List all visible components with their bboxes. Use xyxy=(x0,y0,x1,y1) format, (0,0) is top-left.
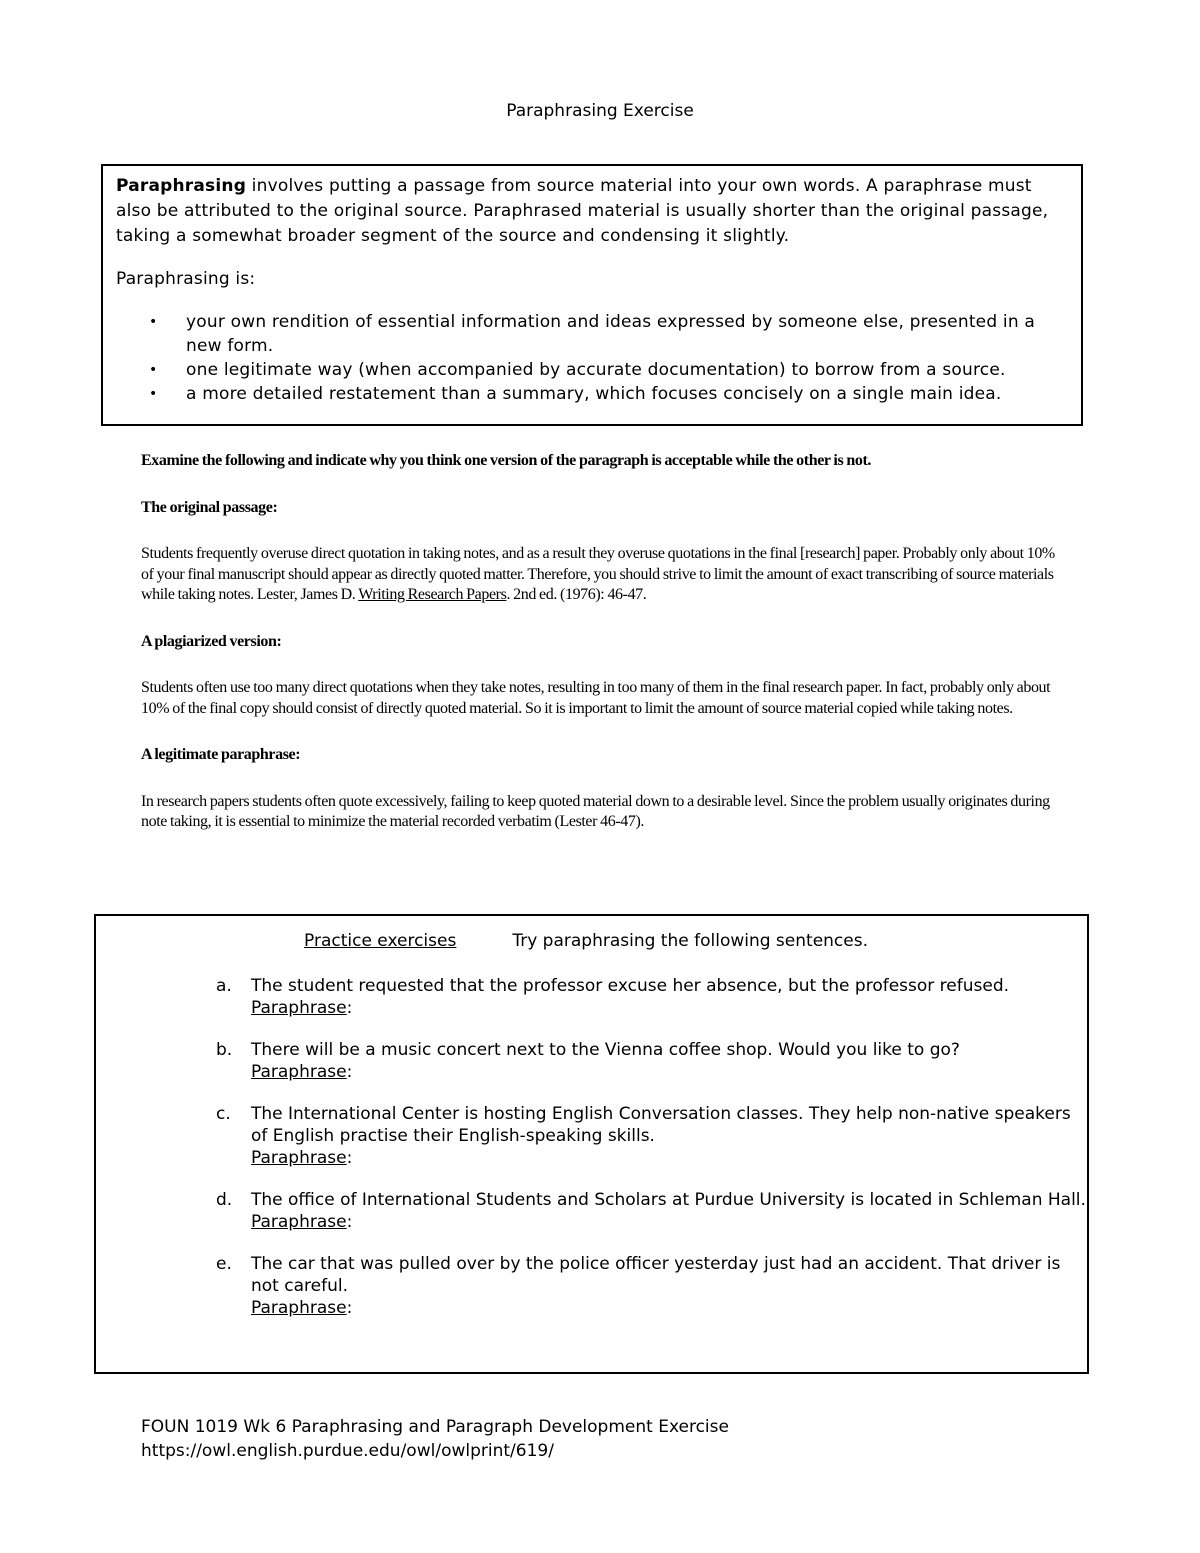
paraphrase-line: Paraphrase: xyxy=(251,1212,353,1232)
footer-course: FOUN 1019 Wk 6 Paraphrasing and Paragraph Development Exercise xyxy=(141,1417,729,1437)
definition-box xyxy=(101,164,1083,426)
plagiarized-heading: A plagiarized version: xyxy=(141,632,282,650)
footer-url: https://owl.english.purdue.edu/owl/owlprint/619/ xyxy=(141,1441,554,1461)
original-passage: Students frequently overuse direct quotation in taking notes, and as a result they overuse quotations in the final [research] paper. Probably only about 10% of your final manuscript should appear as directly quoted matter. Therefore, you should strive to limit the amount of exact transcribing of source materials while taking notes. Lester, James D. Writing Research Papers. 2nd ed. (1976): 46-47. xyxy=(141,545,1055,603)
item-sentence: The car that was pulled over by the police officer yesterday just had an accident. That driver is not careful. xyxy=(251,1254,1061,1296)
plagiarized-passage: Students often use too many direct quotations when they take notes, resulting in too many of them in the final research paper. In fact, probably only about 10% of the final copy should consist of directly quoted material. So it is important to limit the amount of source material copied while taking notes. xyxy=(141,679,1051,717)
paraphrase-line: Paraphrase: xyxy=(251,1148,353,1168)
item-sentence: The student requested that the professor excuse her absence, but the professor refused. xyxy=(251,976,1010,996)
bullet-icon: • xyxy=(149,362,158,378)
practice-list xyxy=(96,975,1086,1339)
bullet-icon: • xyxy=(149,386,158,402)
practice-box xyxy=(94,914,1089,1374)
item-letter: c. xyxy=(216,1104,231,1124)
examples-section xyxy=(141,451,1056,859)
paraphrase-label: Paraphrase xyxy=(251,1298,347,1318)
paraphrase-line: Paraphrase: xyxy=(251,998,353,1018)
item-letter: b. xyxy=(216,1040,233,1060)
practice-item xyxy=(96,1103,1086,1169)
item-letter: e. xyxy=(216,1254,232,1274)
original-heading: The original passage: xyxy=(141,498,278,516)
definition-text: involves putting a passage from source material into your own words. A paraphrase must also be attributed to the original source. Paraphrased material is usually shorter than the original passage, taking a somewhat broader segment of the source and condensing it slightly. xyxy=(116,176,1049,246)
item-sentence: The office of International Students and Scholars at Purdue University is located in Schleman Hall. xyxy=(251,1190,1086,1210)
paraphrase-line: Paraphrase: xyxy=(251,1298,353,1318)
item-sentence: The International Center is hosting English Conversation classes. They help non-native speakers of English practise their English-speaking skills. xyxy=(251,1104,1071,1146)
definition-lead: Paraphrasing is: xyxy=(116,269,256,289)
practice-heading: Practice exercises xyxy=(304,931,457,951)
definition-bullet-list xyxy=(116,310,1071,406)
definition-intro xyxy=(116,174,1071,249)
practice-item xyxy=(96,1189,1086,1233)
paraphrase-label: Paraphrase xyxy=(251,1062,347,1082)
book-title: Writing Research Papers xyxy=(358,586,507,603)
definition-bullet: • your own rendition of essential information and ideas expressed by someone else, presented in a new form. xyxy=(149,312,1036,356)
definition-bullet: • one legitimate way (when accompanied by accurate documentation) to borrow from a source. xyxy=(149,360,1006,380)
item-letter: a. xyxy=(216,976,232,996)
footer xyxy=(141,1415,729,1463)
definition-term: Paraphrasing xyxy=(116,176,247,196)
practice-item xyxy=(96,1039,1086,1083)
item-letter: d. xyxy=(216,1190,233,1210)
item-sentence: There will be a music concert next to the Vienna coffee shop. Would you like to go? xyxy=(251,1040,960,1060)
practice-item xyxy=(96,1253,1086,1319)
legitimate-heading: A legitimate paraphrase: xyxy=(141,746,301,763)
practice-instruction: Try paraphrasing the following sentences. xyxy=(512,931,868,951)
definition-bullet: • a more detailed restatement than a summary, which focuses concisely on a single main idea. xyxy=(149,384,1002,404)
practice-header xyxy=(304,930,868,952)
legitimate-passage: In research papers students often quote excessively, failing to keep quoted material down to a desirable level. Since the problem usually originates during note taking, it is essential to minimize the material recorded verbatim (Lester 46-47). xyxy=(141,792,1050,830)
paraphrase-label: Paraphrase xyxy=(251,998,347,1018)
paraphrase-label: Paraphrase xyxy=(251,1212,347,1232)
examine-instruction: Examine the following and indicate why you think one version of the paragraph is acceptable while the other is not. xyxy=(141,452,872,469)
paraphrase-line: Paraphrase: xyxy=(251,1062,353,1082)
paraphrase-label: Paraphrase xyxy=(251,1148,347,1168)
practice-item xyxy=(96,975,1086,1019)
bullet-icon: • xyxy=(149,314,158,330)
page-title: Paraphrasing Exercise xyxy=(506,101,694,121)
